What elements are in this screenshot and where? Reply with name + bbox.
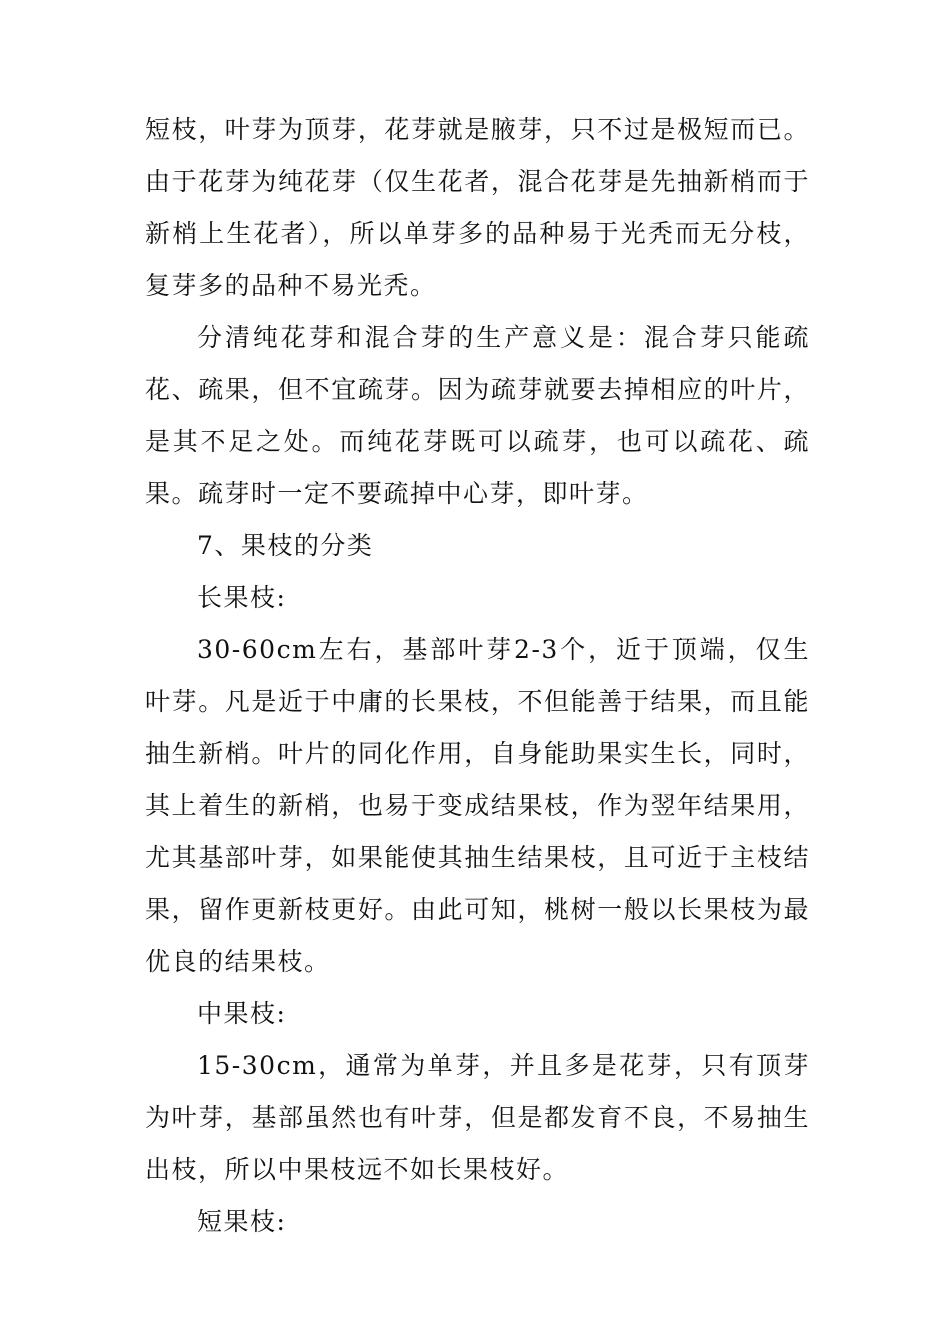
document-body (145, 104, 810, 1248)
paragraph-long-fruit-branch: 30-60cm左右，基部叶芽2-3个，近于顶端，仅生叶芽。凡是近于中庸的长果枝，不但能善于结果，而且能抽生新梢。叶片的同化作用，自身能助果实生长，同时，其上着生的新梢，也易于变成结果枝，作为翌年结果用，尤其基部叶芽，如果能使其抽生结果枝，且可近于主枝结果，留作更新枝更好。由此可知，桃树一般以长果枝为最优良的结果枝。 (145, 635, 810, 976)
paragraph-pure-vs-mixed-buds: 分清纯花芽和混合芽的生产意义是：混合芽只能疏花、疏果，但不宜疏芽。因为疏芽就要去掉相应的叶片，是其不足之处。而纯花芽既可以疏芽，也可以疏花、疏果。疏芽时一定不要疏掉中心芽，即叶芽。 (145, 323, 810, 508)
subheading-long-fruit-branch: 长果枝: (197, 583, 287, 612)
subheading-short-fruit-branch: 短果枝: (197, 1207, 287, 1236)
section-heading-fruit-branch-classification: 7、果枝的分类 (197, 531, 374, 560)
subheading-medium-fruit-branch: 中果枝: (197, 999, 287, 1028)
paragraph-medium-fruit-branch: 15-30cm，通常为单芽，并且多是花芽，只有顶芽为叶芽，基部虽然也有叶芽，但是都发育不良，不易抽生出枝，所以中果枝远不如长果枝好。 (145, 1051, 810, 1184)
paragraph-short-branch-buds: 短枝，叶芽为顶芽，花芽就是腋芽，只不过是极短而已。由于花芽为纯花芽（仅生花者，混合花芽是先抽新梢而于新梢上生花者），所以单芽多的品种易于光秃而无分枝，复芽多的品种不易光秃。 (145, 115, 810, 300)
